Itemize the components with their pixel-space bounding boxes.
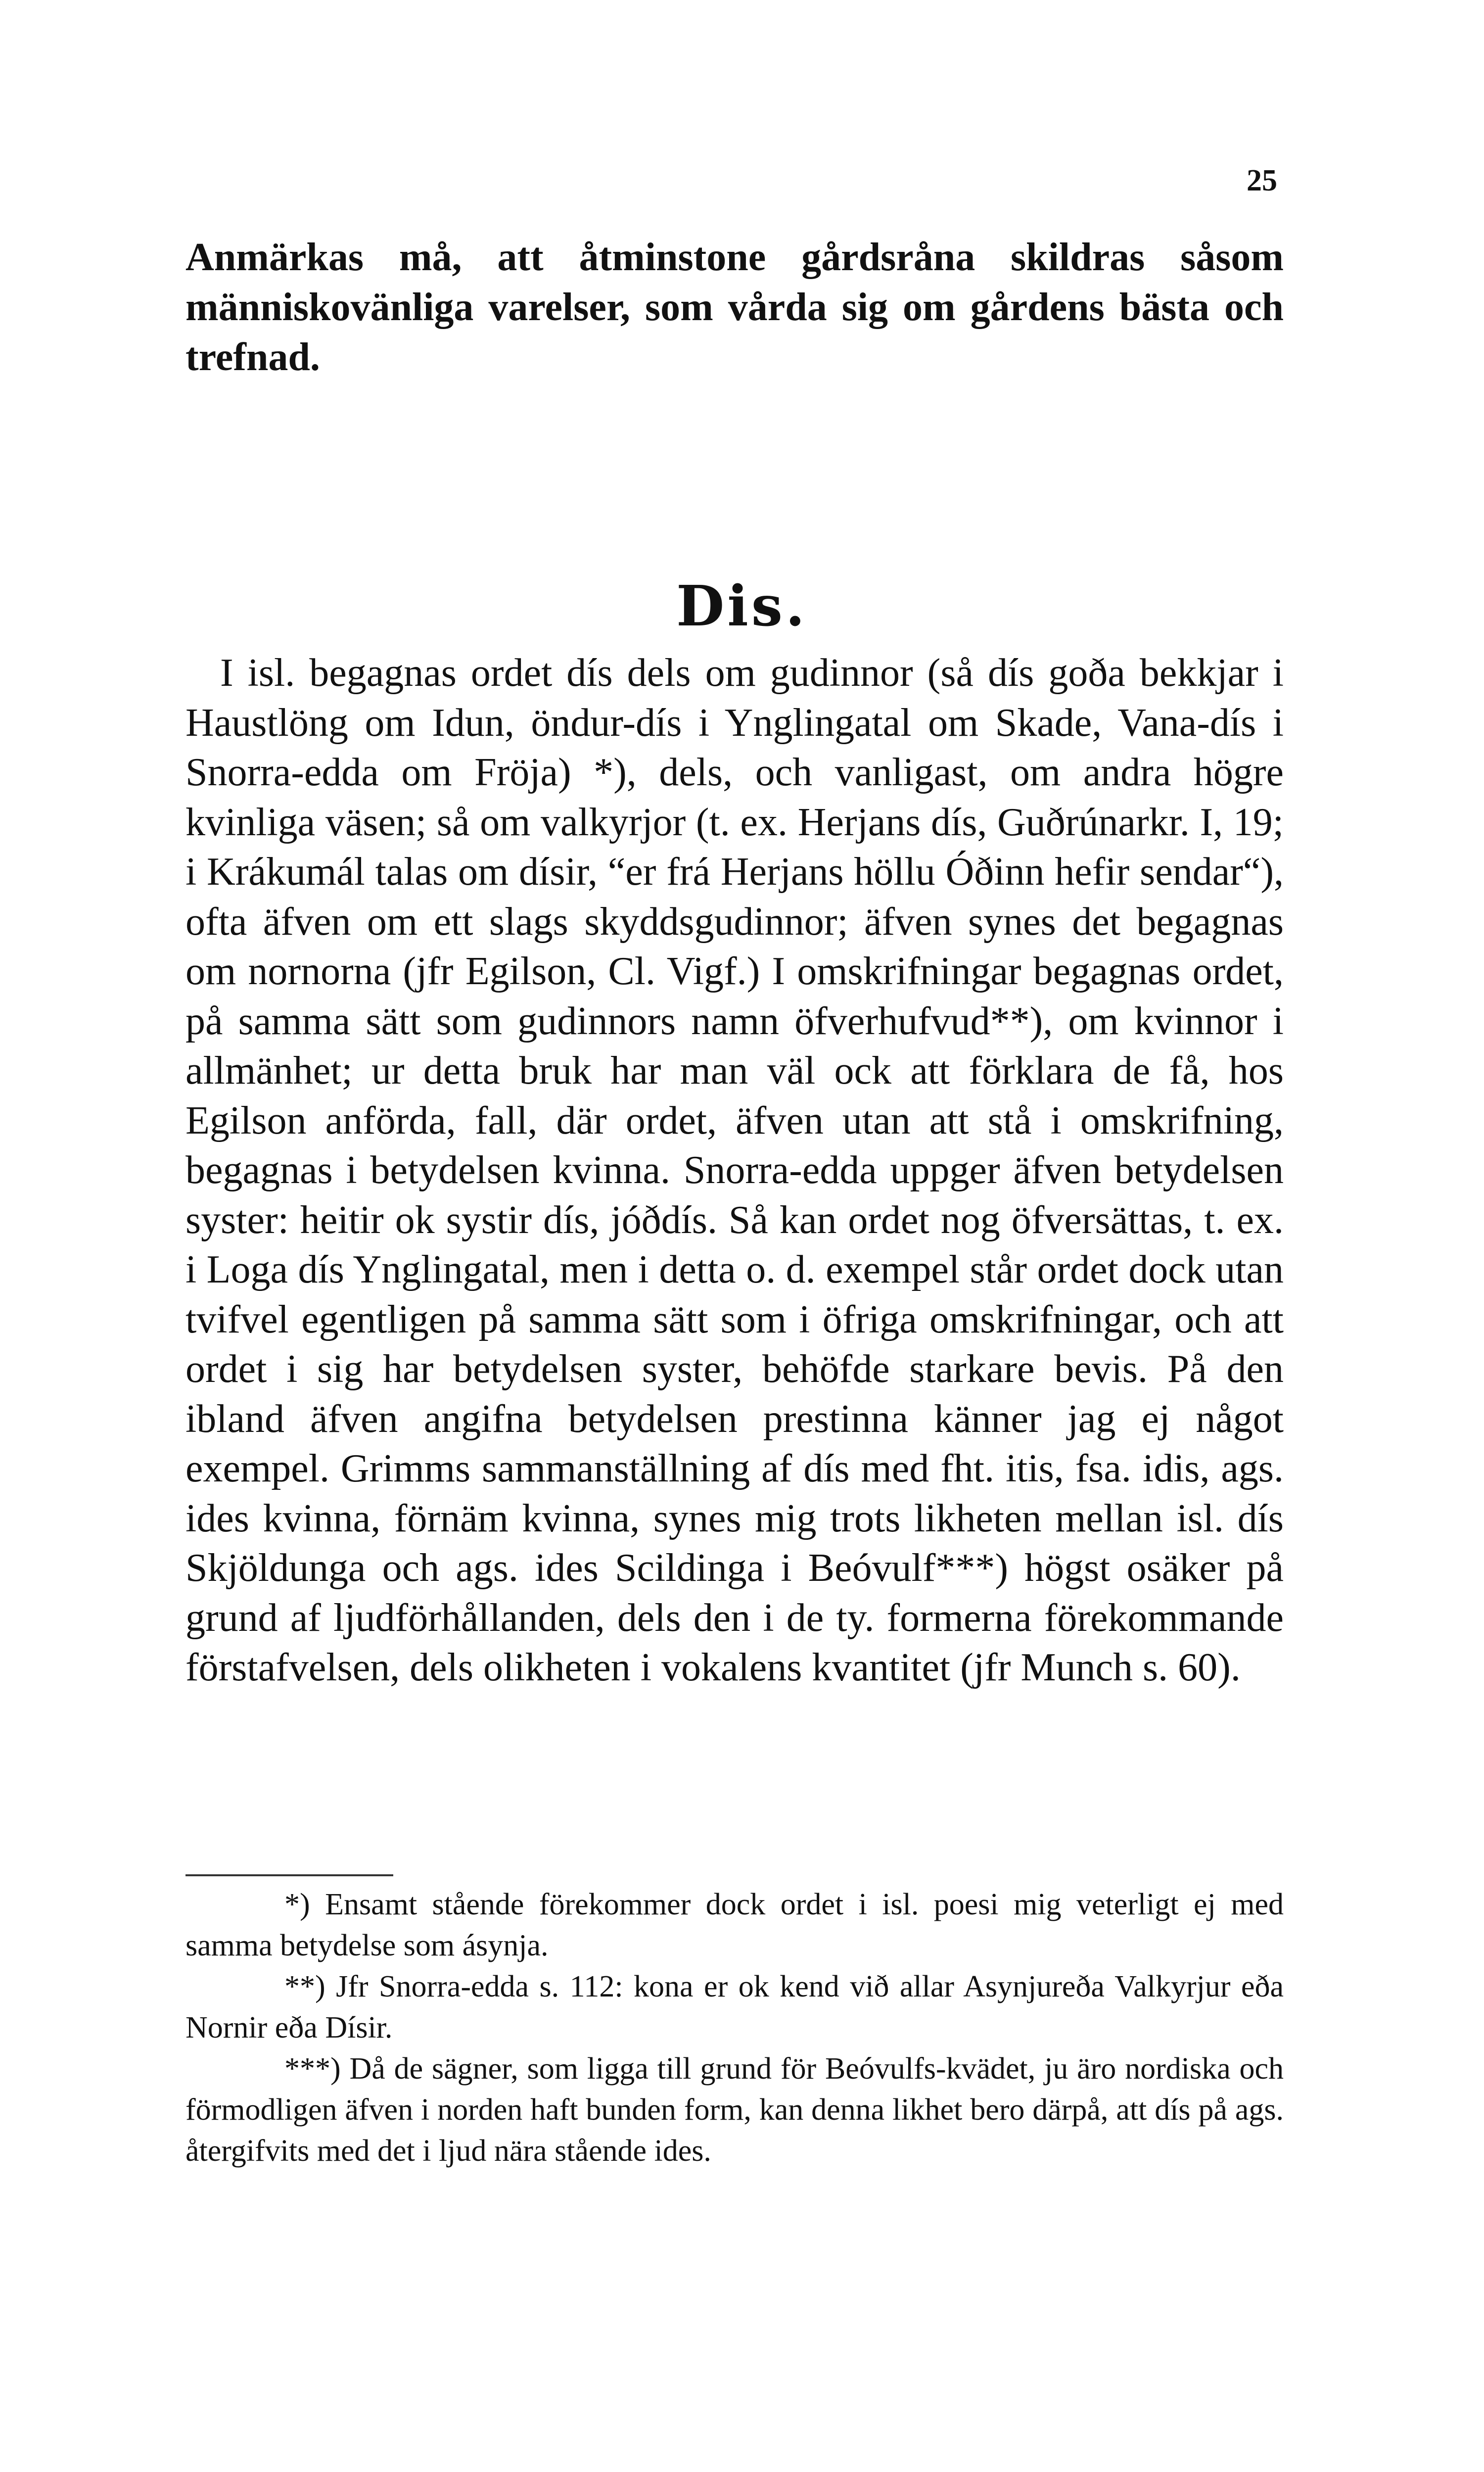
section-heading: Dis. [676,574,808,639]
body-paragraph: I isl. begagnas ordet dís dels om gudinnor (så dís goða bekkjar i Haustlöng om Idun, öndur-dís i Ynglingatal om Skade, Vana-dís i Snorra-edda om Fröja) *), dels, och vanligast, om andra högre kvinliga väsen; så om valkyrjor (t. ex. Herjans dís, Guðrúnarkr. I, 19; i Krákumál talas om dísir, “er frá Herjans höllu Óðinn hefir sendar“), ofta äfven om ett slags skyddsgudinnor; äfven synes det begagnas om nornorna (jfr Egilson, Cl. Vigf.) I omskrifningar begagnas ordet, på samma sätt som gudinnors namn öfverhufvud**), om kvinnor i allmänhet; ur detta bruk har man väl ock att förklara de få, hos Egilson anförda, fall, där ordet, äfven utan att stå i omskrifning, begagnas i betydelsen kvinna. Snorra-edda uppger äfven betydelsen syster: heitir ok systir dís, jóðdís. Så kan ordet nog öfversättas, t. ex. i Loga dís Ynglingatal, men i detta o. d. exempel står ordet dock utan tvifvel egentligen på samma sätt som i öfriga omskrifningar, och att ordet i sig har betydelsen syster, behöfde starkare bevis. På den ibland äfven angifna betydelsen prestinna känner jag ej något exempel. Grimms sammanställning af dís med fht. itis, fsa. idis, ags. ides kvinna, förnäm kvinna, synes mig trots likheten mellan isl. dís Skjöldunga och ags. ides Scildinga i Beóvulf***) högst osäker på grund af ljudförhållanden, dels den i de ty. formerna förekommande förstafvelsen, dels olikheten i vokalens kvantitet (jfr Munch s. 60). [186,651,1284,1689]
intro-paragraph: Anmärkas må, att åtminstone gårdsråna skildras såsom människovänliga varelser, som vårda sig om gårdens bästa och trefnad. [186,236,1284,379]
footnote-1: *) Ensamt stående förekommer dock ordet i isl. poesi mig veterligt ej med samma betydelse som ásynja. [186,1888,1284,1962]
page-number: 25 [1247,164,1277,197]
footnotes [186,1884,1284,2172]
footnote-divider [186,1874,393,1876]
footnote-3: ***) Då de sägner, som ligga till grund för Beóvulfs-kvädet, ju äro nordiska och förmodligen äfven i norden haft bunden form, kan denna likhet bero därpå, att dís på ags. återgifvits med det i ljud nära stående ides. [186,2052,1284,2168]
footnote-2: **) Jfr Snorra-edda s. 112: kona er ok kend við allar Asynjureða Valkyrjur eða Nornir eða Dísir. [186,1970,1284,2044]
body-text [186,648,1284,1693]
